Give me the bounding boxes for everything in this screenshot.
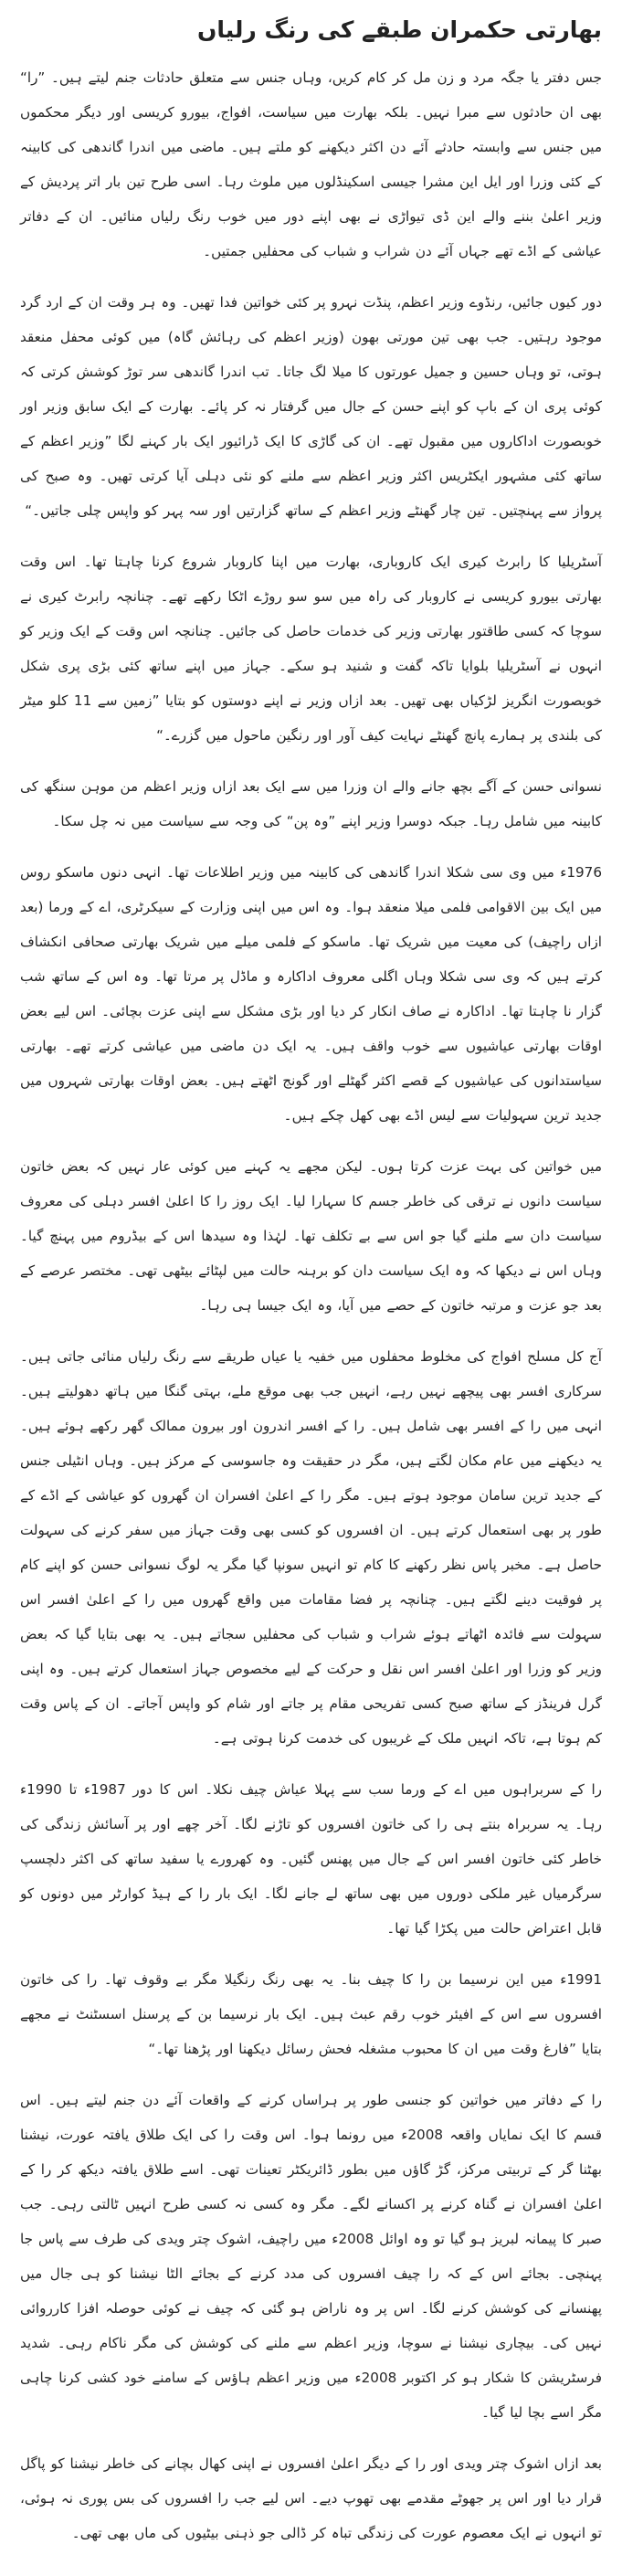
paragraph-7: آج کل مسلح افواج کی مخلوط محفلوں میں خفیہ یا عیاں طریقے سے رنگ رلیاں منائی جاتی ہیں۔ سرکاری افسر بھی پیچھے نہیں رہے، انہیں جب بھی موقع ملے، بہتی گنگا میں ہاتھ دھولیتے ہیں۔ انہی میں را کے افسر بھی شامل ہیں۔ را کے افسر اندرون اور بیرون ممالک گھر رکھے ہوئے ہیں۔ یہ دیکھنے میں عام مکان لگتے ہیں، مگر در حقیقت وہ جاسوسی کے مرکز ہیں۔ وہاں انٹیلی جنس کے جدید ترین سامان موجود ہوتے ہیں۔ مگر را کے اعلیٰ افسران ان گھروں کو عیاشی کے اڈے کے طور پر بھی استعمال کرتے ہیں۔ ان افسروں کو کسی بھی وقت جہاز میں سفر کرنے کی سہولت حاصل ہے۔ مخبر پاس نظر رکھنے کا کام تو انہیں سونپا گیا مگر یہ لوگ نسوانی حسن کو اپنے کام پر فوقیت دینے لگتے ہیں۔ چنانچہ پر فضا مقامات میں واقع گھروں میں را کے اعلیٰ افسر اس سہولت سے فائدہ اٹھاتے ہوئے شراب و شباب کی محفلیں سجاتے ہیں۔ یہ بھی بتایا گیا کہ بعض وزیر کو وزرا اور اعلیٰ افسر اس نقل و حرکت کے لیے مخصوص جہاز استعمال کرتے ہیں۔ وہ اپنی گرل فرینڈز کے ساتھ صبح کسی تفریحی مقام پر جاتے اور شام کو واپس آجاتے۔ ان کے پاس وقت کم ہوتا ہے، تاکہ انہیں ملک کے غریبوں کی خدمت کرنا ہوتی ہے۔: [20, 1348, 602, 1747]
paragraph-9: 1991ء میں این نرسیما بن را کا چیف بنا۔ یہ بھی رنگ رنگیلا مگر بے وقوف تھا۔ را کی خاتون افسروں سے اس کے افیئر خوب رقم عبث ہیں۔ ایک بار نرسیما بن کے پرسنل اسسٹنٹ نے مجھے بتایا ”فارغ وقت میں ان کا محبوب مشغلہ فحش رسائل دیکھنا اور پڑھنا تھا۔“: [20, 1971, 602, 2057]
paragraph-6: میں خواتین کی بہت عزت کرتا ہوں۔ لیکن مجھے یہ کہنے میں کوئی عار نہیں کہ بعض خاتون سیاست دانوں نے ترقی کی خاطر جسم کا سہارا لیا۔ ایک روز را کا اعلیٰ افسر دہلی کی معروف سیاست دان سے ملنے گیا جو اس سے بے تکلف تھا۔ لہٰذا وہ سیدھا اس کے بیڈروم میں پہنچ گیا۔ وہاں اس نے دیکھا کہ وہ ایک سیاست دان کو برہنہ حالت میں لپٹائے بیٹھی تھی۔ مختصر عرصے کے بعد جو عزت و مرتبہ خاتون کے حصے میں آیا، وہ ایک جیسا ہی رہا۔: [20, 1158, 602, 1314]
paragraph-1: جس دفتر یا جگہ مرد و زن مل کر کام کریں، وہاں جنس سے متعلق حادثات جنم لیتے ہیں۔ ”را“ بھی ان حادثوں سے مبرا نہیں۔ بلکہ بھارت میں سیاست، افواج، بیورو کریسی اور دیگر محکموں میں جنس سے وابستہ حادثے آئے دن اکثر دیکھنے کو ملتے ہیں۔ ماضی میں اندرا گاندھی کی کابینہ کے کئی وزرا اور ایل این مشرا جیسی اسکینڈلوں میں ملوث رہا۔ اسی طرح تین بار اتر پردیش کے وزیر اعلیٰ بننے والے این ڈی تیواڑی نے بھی اپنے دور میں خوب رنگ رلیاں منائیں۔ ان کے دفاتر عیاشی کے اڈے تھے جہاں آئے دن شراب و شباب کی محفلیں جمتیں۔: [20, 69, 602, 259]
paragraph-5: 1976ء میں وی سی شکلا اندرا گاندھی کی کابینہ میں وزیر اطلاعات تھا۔ انہی دنوں ماسکو روس میں ایک بین الاقوامی فلمی میلا منعقد ہوا۔ وہ اس میں اپنی وزارت کے سیکرٹری، اے کے ورما (بعد ازاں راچیف) کی معیت میں شریک تھا۔ ماسکو کے فلمی میلے میں شریک بھارتی صحافی انکشاف کرتے ہیں کہ وی سی شکلا وہاں اگلی معروف اداکارہ و ماڈل پر مرتا تھا۔ وہ اس کے ساتھ شب گزار نا چاہتا تھا۔ اداکارہ نے صاف انکار کر دیا اور بڑی مشکل سے اپنی عزت بچائی۔ اس لیے بعض اوقات بھارتی عیاشیوں سے خوب واقف ہیں۔ یہ ایک دن ماضی میں عیاشی کرتے تھے۔ بھارتی سیاستدانوں کی عیاشیوں کے قصے اکثر گھٹلے اور گونج اٹھتے ہیں۔ بعض اوقات بھارتی شہروں میں جدید ترین سہولیات سے لیس اڈے بھی کھل چکے ہیں۔: [20, 864, 602, 1124]
paragraph-4: نسوانی حسن کے آگے بچھ جانے والے ان وزرا میں سے ایک بعد ازاں وزیر اعظم من موہن سنگھ کی کابینہ میں شامل رہا۔ جبکہ دوسرا وزیر اپنے ”وہ پن“ کی وجہ سے سیاست میں نہ چل سکا۔: [20, 778, 602, 829]
paragraph-3: آسٹریلیا کا رابرٹ کیری ایک کاروباری، بھارت میں اپنا کاروبار شروع کرنا چاہتا تھا۔ اس وقت بھارتی بیورو کریسی نے کاروبار کی راہ میں سو سو روڑے اٹکا رکھے تھے۔ چنانچہ رابرٹ کیری نے سوچا کہ کسی طاقتور بھارتی وزیر کی خدمات حاصل کی جائیں۔ چنانچہ اس وقت کے ایک وزیر کو انہوں نے آسٹریلیا بلوایا تاکہ گفت و شنید ہو سکے۔ جہاز میں اپنے ساتھ کئی بڑی پری شکل خوبصورت انگریز لڑکیاں بھی تھیں۔ بعد ازاں وزیر نے اپنے دوستوں کو بتایا ”زمین سے 11 کلو میٹر کی بلندی پر ہمارے پانچ گھنٹے نہایت کیف آور اور رنگین ماحول میں گزرے۔“: [20, 554, 602, 744]
paragraph-10: را کے دفاتر میں خواتین کو جنسی طور پر ہراساں کرنے کے واقعات آئے دن جنم لیتے ہیں۔ اس قسم کا ایک نمایاں واقعہ 2008ء میں رونما ہوا۔ اس وقت را کی ایک طلاق یافتہ عورت، نیشنا بھٹنا گر کے تربیتی مرکز، گڑ گاؤں میں بطور ڈائریکٹر تعینات تھی۔ اسے طلاق یافتہ دیکھ کر را کے اعلیٰ افسران نے گناہ کرنے پر اکسانے لگے۔ مگر وہ کسی نہ کسی طرح انہیں ٹالتی رہی۔ جب صبر کا پیمانہ لبریز ہو گیا تو وہ اوائل 2008ء میں راچیف، اشوک چتر ویدی کی طرف سے پاس جا پہنچی۔ بجائے اس کے کہ را چیف افسروں کی مدد کرنے کے بجائے الٹا نیشنا کو ہی جال میں پھنسانے کی کوشش کرنے لگا۔ اس پر وہ ناراض ہو گئی کہ چیف نے کوئی حوصلہ افزا کارروائی نہیں کی۔ بیچاری نیشنا نے سوچا، وزیر اعظم سے ملنے کی کوشش کی مگر ناکام رہی۔ شدید فرسٹریشن کا شکار ہو کر اکتوبر 2008ء میں وزیر اعظم ہاؤس کے سامنے خود کشی کرنا چاہی مگر اسے بچا لیا گیا۔: [20, 2092, 603, 2421]
paragraph-8: را کے سربراہوں میں اے کے ورما سب سے پہلا عیاش چیف نکلا۔ اس کا دور 1987ء تا 1990ء رہا۔ یہ سربراہ بنتے ہی را کی خاتون افسروں کو تاڑنے لگا۔ آخر چھے اور پر آسائش زندگی کی خاطر کئی خاتون افسر اس کے جال میں پھنس گئیں۔ وہ کھرورے یا سفید ساتھ کی اکثر دلچسپ سرگرمیاں غیر ملکی دوروں میں بھی ساتھ لے جانے لگا۔ ایک بار را کے ہیڈ کوارٹر میں دونوں کو قابل اعتراض حالت میں پکڑا گیا تھا۔: [20, 1781, 603, 1937]
paragraph-2: دور کیوں جائیں، رنڈوے وزیر اعظم، پنڈت نہرو پر کئی خواتین فدا تھیں۔ وہ ہر وقت ان کے ارد گرد موجود رہتیں۔ جب بھی تین مورتی بھون (وزیر اعظم کی رہائش گاہ) میں کوئی محفل منعقد ہوتی، تو وہاں حسین و جمیل عورتوں کا میلا لگ جاتا۔ تب اندرا گاندھی سر توڑ کوشش کرتی کہ کوئی پری ان کے باپ کو اپنے حسن کے جال میں گرفتار نہ کر پائے۔ بھارت کے ایک سابق وزیر اور خوبصورت اداکاروں میں مقبول تھے۔ ان کی گاڑی کا ایک ڈرائیور ایک بار کہنے لگا ”وزیر اعظم کے ساتھ کئی مشہور ایکٹریس اکثر وزیر اعظم سے ملنے کو نئی دہلی آیا کرتی تھیں۔ وہ صبح کی پرواز سے پہنچتیں۔ تین چار گھنٹے وزیر اعظم کے ساتھ گزارتیں اور سہ پہر کو واپس چلی جاتیں۔“: [20, 294, 602, 519]
paragraph-11: بعد ازاں اشوک چتر ویدی اور را کے دیگر اعلیٰ افسروں نے اپنی کھال بچانے کی خاطر نیشنا کو پاگل قرار دیا اور اس پر جھوٹے مقدمے بھی تھوپ دیے۔ اس لیے جب را افسروں کی بس پوری نہ ہوئی، تو انہوں نے ایک معصوم عورت کی زندگی تباہ کر ڈالی جو ذہنی بیٹیوں کی ماں بھی تھی۔: [20, 2455, 602, 2541]
article-title: بھارتی حکمران طبقے کی رنگ رلیاں: [197, 16, 602, 43]
